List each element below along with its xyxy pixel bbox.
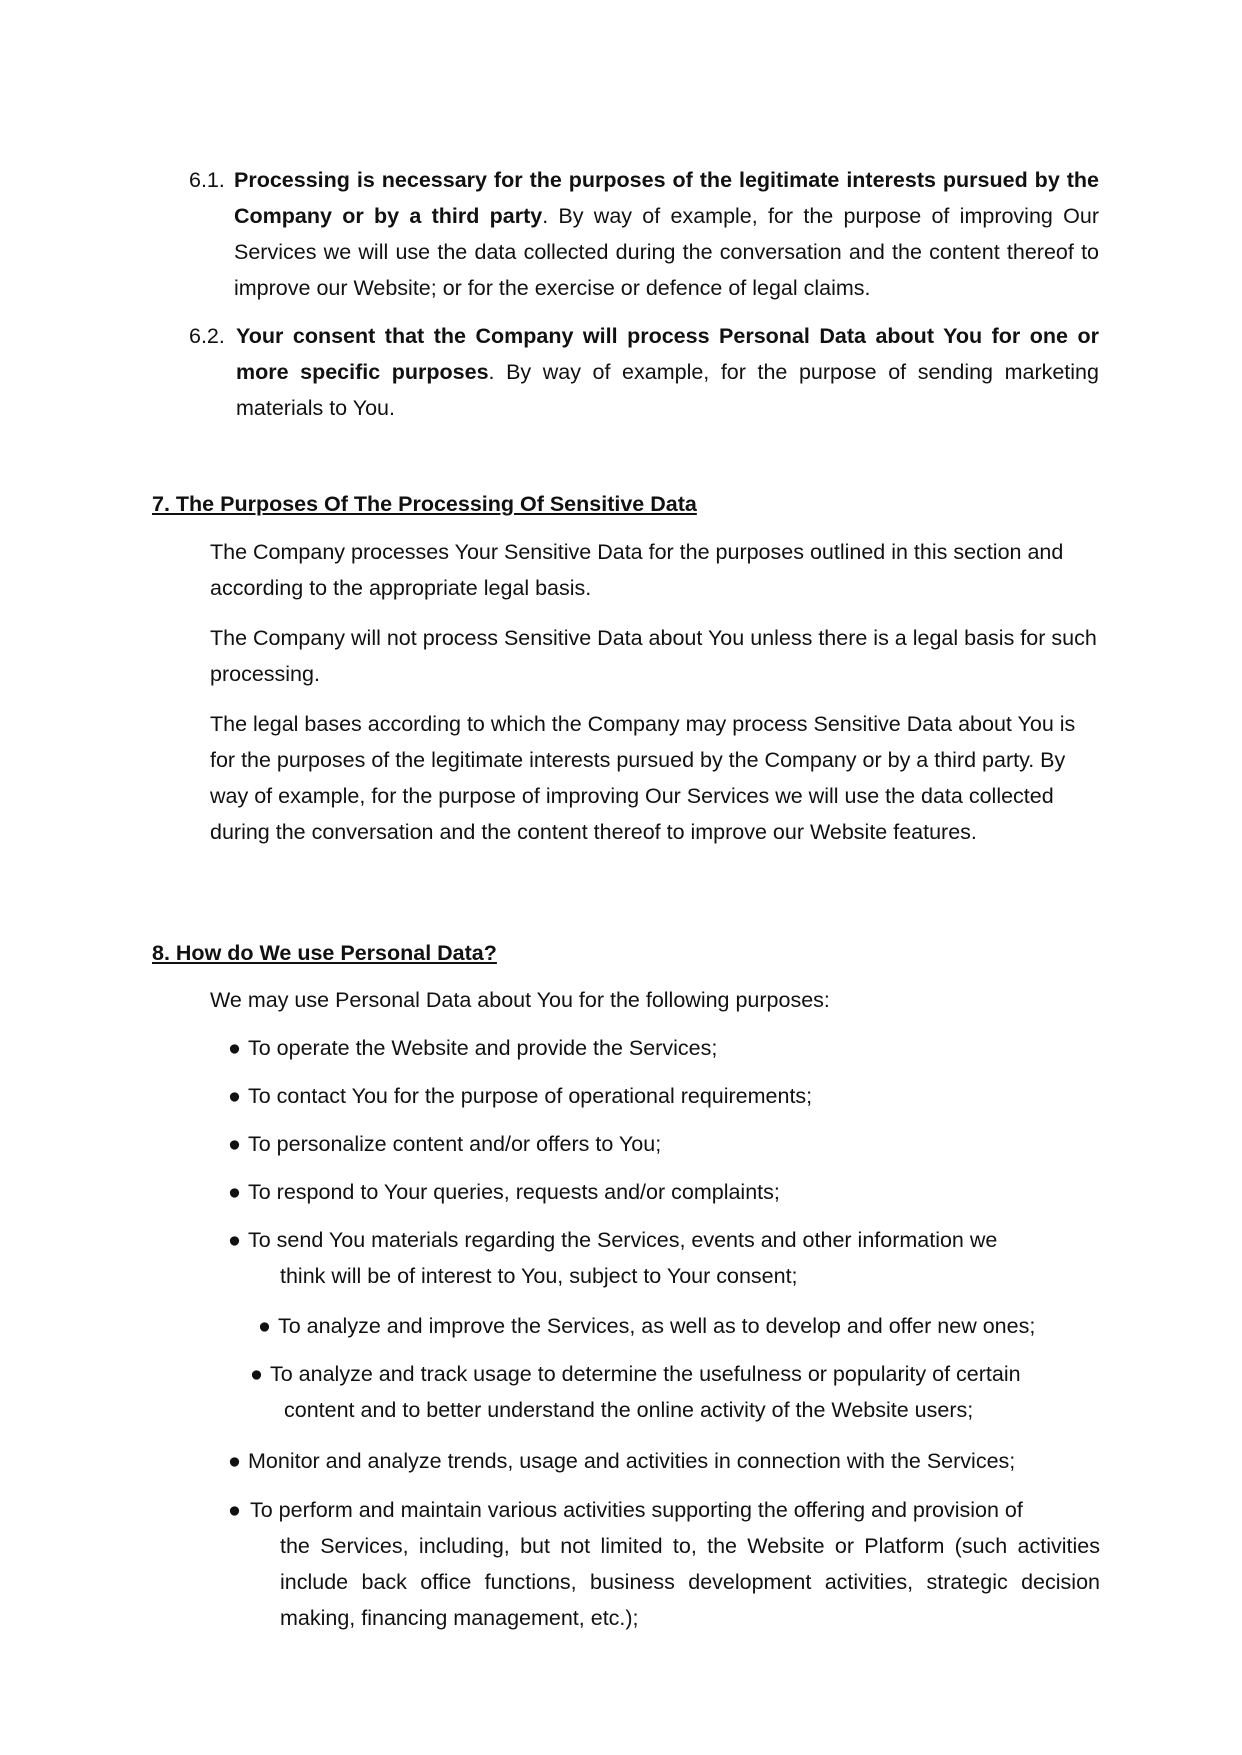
clause-number: 6.1. [189,168,225,192]
bullet-icon: ● [250,1362,263,1386]
list-item [228,1222,1118,1294]
section-7-paragraph: The Company will not process Sensitive Data about You unless there is a legal basis for such processing. [210,626,1097,686]
list-item-text: To operate the Website and provide the Services; [248,1036,718,1060]
list-item [258,1308,1118,1344]
list-item [228,1443,1118,1479]
section-8-heading: 8. How do We use Personal Data? [152,941,497,965]
clause-bold-text: Your consent that the Company will process Personal Data about You for one or more specific purposes [236,324,1099,384]
list-item-text: To analyze and track usage to determine the usefulness or popularity of certain [270,1362,1021,1386]
clause-text: . By way of example, for the purpose of improving Our Services we will use the data collected during the conversation and the content thereof to improve our Website; or for the exercise or defence of legal claims. [234,204,1099,300]
list-item-text-continued: content and to better understand the online activity of the Website users; [284,1398,974,1422]
list-item-text: Monitor and analyze trends, usage and activities in connection with the Services; [248,1449,1016,1473]
bullet-icon: ● [258,1314,271,1338]
list-item-text: To analyze and improve the Services, as well as to develop and offer new ones; [278,1314,1036,1338]
list-item [228,1078,1118,1114]
list-item-text: To send You materials regarding the Services, events and other information we [248,1228,998,1252]
list-item-text: To personalize content and/or offers to You; [248,1132,662,1156]
bullet-icon: ● [228,1036,241,1060]
clause-6-1 [189,162,1099,306]
bullet-icon: ● [228,1132,241,1156]
section-7-paragraph: The legal bases according to which the Company may process Sensitive Data about You is for the purposes of the legitimate interests pursued by the Company or by a third party. By way of example, for the purpose of improving Our Services we will use the data collected during the conversation and the content thereof to improve our Website features. [210,712,1076,844]
list-item [228,1492,1100,1636]
clause-bold-text: Processing is necessary for the purposes of the legitimate interests pursued by the Company or by a third party [234,168,1099,228]
bullet-icon: ● [228,1498,241,1522]
bullet-icon: ● [228,1449,241,1473]
section-8-intro: We may use Personal Data about You for the following purposes: [210,988,830,1012]
list-item [250,1356,1110,1428]
section-7-paragraph: The Company processes Your Sensitive Data for the purposes outlined in this section and according to the appropriate legal basis. [210,540,1064,600]
list-item [228,1126,1118,1162]
clause-number: 6.2. [189,324,225,348]
list-item [228,1174,1118,1210]
clause-6-2 [189,318,1099,426]
clause-text: . By way of example, for the purpose of sending marketing materials to You. [236,360,1099,420]
bullet-icon: ● [228,1084,241,1108]
list-item-text-continued: think will be of interest to You, subject to Your consent; [280,1264,798,1288]
list-item-text: To perform and maintain various activities supporting the offering and provision of [250,1498,1023,1522]
list-item [228,1030,1118,1066]
bullet-icon: ● [228,1228,241,1252]
list-item-text: To respond to Your queries, requests and/or complaints; [248,1180,780,1204]
list-item-text-continued: the Services, including, but not limited to, the Website or Platform (such activities include back office functions, business development activities, strategic decision making, financing management, etc.); [280,1534,1100,1630]
bullet-icon: ● [228,1180,241,1204]
list-item-text: To contact You for the purpose of operational requirements; [248,1084,813,1108]
section-7-heading: 7. The Purposes Of The Processing Of Sensitive Data [152,492,697,516]
